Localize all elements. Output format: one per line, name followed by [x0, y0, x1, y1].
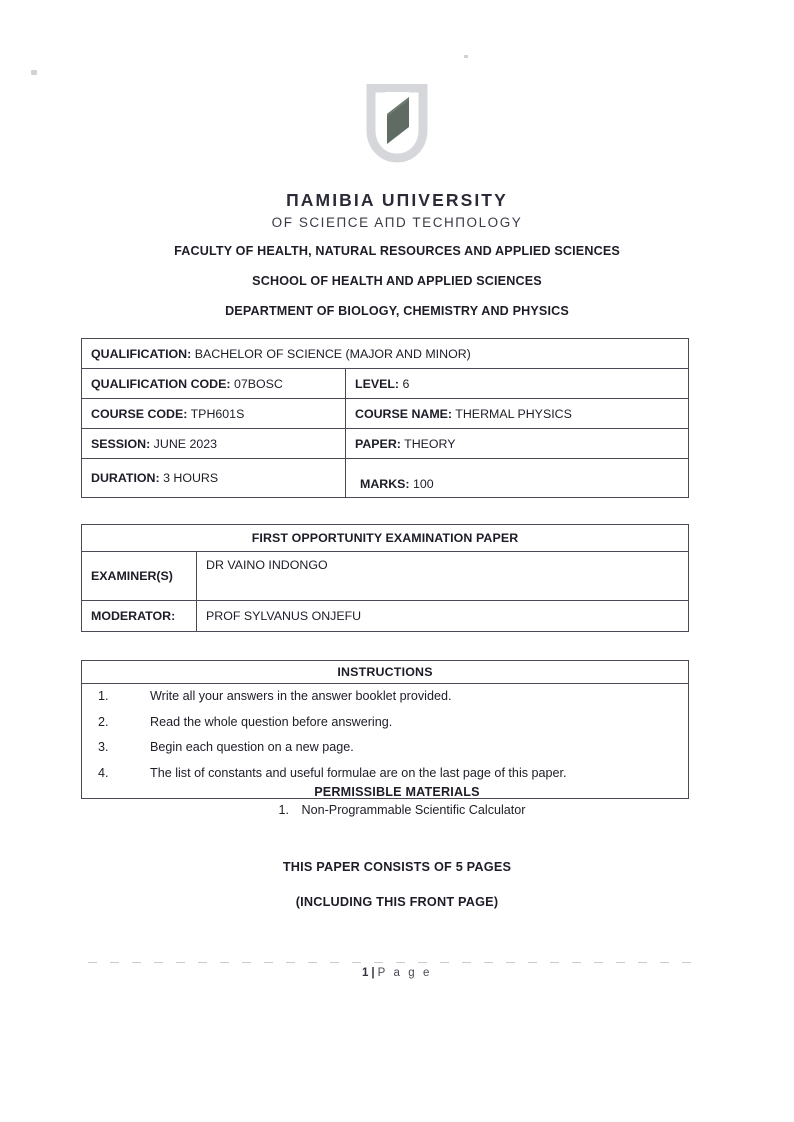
school-heading: SCHOOL OF HEALTH AND APPLIED SCIENCES: [252, 274, 542, 288]
table-row: [82, 339, 689, 369]
qualification-label: QUALIFICATION:: [91, 346, 192, 361]
permissible-materials-section: [0, 785, 794, 817]
paper-label: PAPER:: [355, 436, 401, 451]
table-row: [82, 399, 689, 429]
paper-cell: [346, 429, 689, 459]
exam-paper-header: FIRST OPPORTUNITY EXAMINATION PAPER: [82, 525, 689, 552]
footer-page-number: 1: [361, 967, 369, 979]
instructions-table: [81, 660, 689, 799]
instructions-body: [82, 684, 689, 799]
logo-container: [0, 84, 794, 166]
qualification-code-value: 07BOSC: [233, 376, 283, 391]
list-item: [91, 715, 679, 741]
nust-shield-logo: [356, 84, 438, 166]
table-row: [82, 552, 689, 601]
marks-value: 100: [413, 477, 434, 491]
list-item: [91, 689, 679, 715]
qualification-cell: [82, 339, 689, 369]
list-item: [91, 740, 679, 766]
qualification-code-cell: [82, 369, 346, 399]
duration-cell: [82, 459, 346, 498]
organisation-headings: [0, 244, 794, 318]
page-count-notice: [0, 860, 794, 909]
course-name-label: COURSE NAME:: [355, 406, 453, 421]
level-value: 6: [402, 376, 410, 391]
instruction-text: Write all your answers in the answer booklet provided.: [150, 689, 452, 703]
instruction-number: 4.: [98, 765, 109, 780]
qualification-code-label: QUALIFICATION CODE:: [91, 376, 231, 391]
paper-value: THEORY: [404, 436, 456, 451]
department-heading: DEPARTMENT OF BIOLOGY, CHEMISTRY AND PHYSICS: [225, 304, 569, 318]
permissible-item-text: Non-Programmable Scientific Calculator: [301, 803, 526, 817]
moderator-label: MODERATOR:: [82, 601, 197, 632]
instruction-number: 1.: [98, 689, 109, 703]
examiner-label: EXAMINER(S): [82, 552, 197, 601]
permissible-materials-item: [0, 803, 794, 817]
instruction-number: 3.: [98, 740, 109, 754]
course-code-label: COURSE CODE:: [91, 406, 188, 421]
instruction-text: The list of constants and useful formulae are on the last page of this paper.: [150, 765, 567, 780]
course-code-cell: [82, 399, 346, 429]
permissible-item-number: 1.: [278, 803, 290, 817]
page-count-line-2: (INCLUDING THIS FRONT PAGE): [295, 895, 499, 909]
session-value: JUNE 2023: [153, 436, 218, 451]
instructions-header: INSTRUCTIONS: [82, 661, 689, 684]
scan-artifact-speck: [31, 70, 37, 75]
permissible-materials-title: PERMISSIBLE MATERIALS: [314, 785, 480, 799]
course-code-value: TPH601S: [190, 406, 245, 421]
session-cell: [82, 429, 346, 459]
instruction-number: 2.: [98, 714, 109, 729]
table-row: [82, 525, 689, 552]
scan-artifact-line: [88, 962, 698, 963]
course-name-cell: [346, 399, 689, 429]
table-row: [82, 459, 689, 498]
examiners-table: [81, 524, 689, 632]
footer-separator: |: [371, 967, 375, 979]
page-footer: [0, 967, 794, 979]
course-name-value: THERMAL PHYSICS: [455, 406, 572, 421]
session-label: SESSION:: [91, 436, 151, 451]
marks-label: MARKS:: [360, 477, 410, 491]
table-row: [82, 684, 689, 799]
level-cell: [346, 369, 689, 399]
scan-artifact-speck: [464, 55, 468, 58]
table-row: [82, 429, 689, 459]
footer-page-word: P a g e: [377, 967, 433, 979]
qualification-table: [81, 338, 689, 498]
faculty-heading: FACULTY OF HEALTH, NATURAL RESOURCES AND APPLIED SCIENCES: [174, 244, 620, 258]
page-count-line-1: THIS PAPER CONSISTS OF 5 PAGES: [282, 860, 512, 874]
examiner-value: DR VAINO INDONGO: [197, 552, 689, 601]
table-row: [82, 661, 689, 684]
level-label: LEVEL:: [355, 376, 400, 391]
marks-cell: [346, 459, 689, 498]
duration-label: DURATION:: [91, 471, 160, 485]
table-row: [82, 601, 689, 632]
duration-value: 3 HOURS: [163, 471, 219, 485]
instruction-text: Begin each question on a new page.: [150, 740, 354, 754]
wordmark-line-2: OF SCIEПCE AПD TECHПOLOGY: [271, 215, 523, 230]
instruction-text: Read the whole question before answering.: [150, 714, 393, 729]
wordmark-line-1: ПAMIBIA UПIVERSITY: [286, 190, 508, 210]
university-wordmark: [0, 190, 794, 232]
table-row: [82, 369, 689, 399]
qualification-value: BACHELOR OF SCIENCE (MAJOR AND MINOR): [194, 346, 471, 361]
moderator-value: PROF SYLVANUS ONJEFU: [197, 601, 689, 632]
